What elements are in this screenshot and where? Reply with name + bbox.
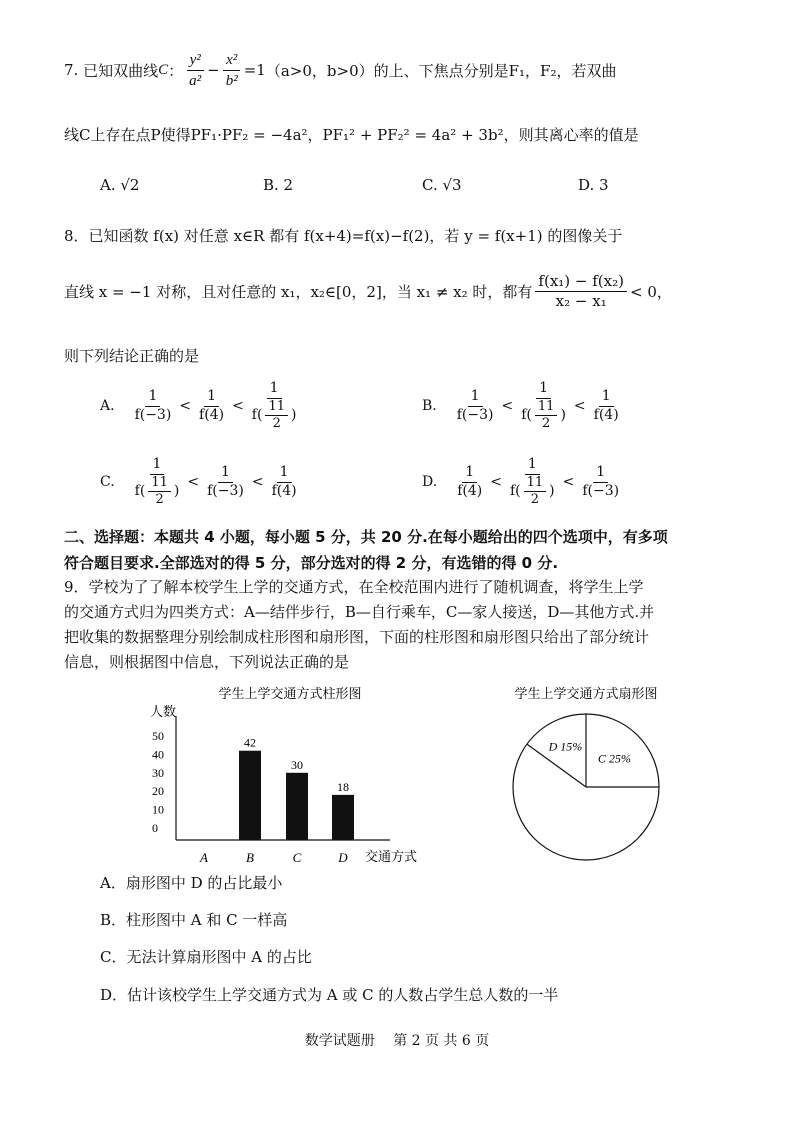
q7-eq: =1 bbox=[243, 61, 266, 80]
frac-num: 1 bbox=[277, 464, 292, 483]
frac-den: f(4) bbox=[593, 406, 619, 423]
frac-num: 1 bbox=[536, 380, 551, 399]
f-open: f( bbox=[134, 482, 146, 499]
bar-value-label-B: 42 bbox=[244, 735, 256, 750]
bar-y-tick-label: 10 bbox=[152, 802, 164, 817]
frac-num: 1 bbox=[525, 456, 540, 475]
q7-colon: ： bbox=[168, 61, 184, 80]
q7-option-c: C. √3 bbox=[422, 176, 462, 194]
q8-line1: 8．已知函数 f(x) 对任意 x∈R 都有 f(x+4)=f(x)−f(2)，若 y = f(x+1) 的图像关于 bbox=[64, 227, 623, 245]
bar-x-tick-group bbox=[199, 850, 348, 865]
q9-option-b: B．柱形图中 A 和 C 一样高 bbox=[100, 911, 288, 929]
frac-num: 11 bbox=[148, 475, 171, 492]
bar-B bbox=[239, 751, 261, 840]
frac-den: f(4) bbox=[457, 482, 483, 499]
q8-line2 bbox=[64, 272, 672, 311]
f-open: f( bbox=[521, 406, 532, 423]
frac-num: 1 bbox=[204, 388, 219, 407]
q7-number: 7. bbox=[64, 61, 79, 80]
frac-num: 1 bbox=[462, 464, 477, 483]
frac-num: 11 bbox=[535, 399, 558, 416]
bar-y-tick-label: 20 bbox=[152, 784, 164, 799]
q7-option-a: A. √2 bbox=[100, 176, 140, 194]
frac-num: 1 bbox=[218, 464, 233, 483]
frac-den: f(−3) bbox=[134, 406, 172, 423]
pie-chart bbox=[490, 680, 690, 870]
bar-chart-title: 学生上学交通方式柱形图 bbox=[218, 687, 362, 702]
frac-den: 2 bbox=[272, 415, 281, 431]
frac-den: f(−3) bbox=[456, 406, 494, 423]
q8-frac-num: f(x₁) − f(x₂) bbox=[535, 272, 627, 292]
frac-num: 1 bbox=[468, 388, 483, 407]
bar-y-tick-group bbox=[152, 729, 164, 835]
q7-fraction-x bbox=[223, 50, 241, 91]
less-than: < bbox=[179, 398, 192, 414]
bar-y-tick-label: 0 bbox=[152, 821, 158, 835]
q7-frac2-den: b² bbox=[225, 72, 238, 89]
q8-option-d bbox=[422, 456, 625, 508]
q7-curve-name: C bbox=[158, 61, 169, 78]
q8-option-c-label: C. bbox=[100, 474, 115, 490]
bar-x-tick-B: B bbox=[246, 850, 254, 865]
bar-y-tick-label: 50 bbox=[152, 729, 164, 743]
q7-intro: 已知双曲线 bbox=[83, 61, 159, 80]
q7-fraction-y bbox=[186, 50, 204, 91]
q7-line1 bbox=[64, 50, 616, 91]
q8-frac-den: x₂ − x₁ bbox=[555, 291, 607, 310]
less-than: < bbox=[562, 474, 575, 490]
frac-num: 11 bbox=[265, 399, 288, 416]
q7-frac2-num: x² bbox=[226, 52, 238, 68]
frac-den: f(4) bbox=[271, 482, 297, 499]
q9-line4: 信息，则根据图中信息，下列说法正确的是 bbox=[64, 653, 350, 671]
q9-line2: 的交通方式归为四类方式：A—结伴步行，B—自行乘车，C—家人接送，D—其他方式.并 bbox=[64, 603, 655, 621]
q8-line2-tail: < 0， bbox=[629, 282, 672, 301]
frac-den: f(4) bbox=[199, 406, 225, 423]
q8-option-b-label: B. bbox=[422, 398, 437, 414]
q8-option-a-label: A. bbox=[100, 398, 115, 414]
q8-slope-fraction bbox=[535, 272, 627, 311]
q9-option-c: C．无法计算扇形图中 A 的占比 bbox=[100, 948, 312, 966]
bar-x-tick-A: A bbox=[200, 850, 208, 865]
less-than: < bbox=[251, 474, 264, 490]
pie-label-D: D 15% bbox=[548, 739, 583, 754]
frac-den: f(−3) bbox=[207, 482, 244, 499]
q8-option-d-label: D. bbox=[422, 474, 438, 490]
q7-minus: − bbox=[207, 61, 220, 80]
q8-line2-text: 直线 x = −1 对称，且对任意的 x₁，x₂∈[0，2]，当 x₁ ≠ x₂ 时，都有 bbox=[64, 282, 533, 301]
frac-den: 2 bbox=[530, 491, 539, 507]
pie-mark-group bbox=[513, 714, 659, 860]
bar-value-label-C: 30 bbox=[291, 757, 303, 772]
f-close: ) bbox=[549, 482, 555, 499]
section2-heading-line2: 符合题目要求.全部选对的得 5 分，部分选对的得 2 分，有选错的得 0 分. bbox=[64, 554, 559, 572]
bar-chart bbox=[140, 680, 470, 870]
bar-chart-ylabel: 人数 bbox=[150, 705, 177, 720]
q9-line1: 9．学校为了了解本校学生上学的交通方式，在全校范围内进行了随机调查，将学生上学 bbox=[64, 578, 644, 596]
q7-option-d: D. 3 bbox=[578, 176, 609, 194]
less-than: < bbox=[232, 398, 244, 414]
frac-num: 1 bbox=[599, 388, 614, 407]
q9-option-d: D．估计该校学生上学交通方式为 A 或 C 的人数占学生总人数的一半 bbox=[100, 986, 559, 1004]
q7-frac1-num: y² bbox=[189, 52, 201, 68]
bar-D bbox=[332, 795, 354, 840]
q7-line2: 线C上存在点P使得PF₁·PF₂ = −4a²，PF₁² + PF₂² = 4a² + 3b²，则其离心率的值是 bbox=[64, 126, 639, 144]
frac-num: 1 bbox=[150, 456, 165, 475]
q8-option-a bbox=[100, 380, 302, 432]
f-open: f( bbox=[509, 482, 521, 499]
f-close: ) bbox=[560, 406, 566, 423]
bar-value-label-D: 18 bbox=[337, 779, 349, 794]
less-than: < bbox=[501, 398, 514, 414]
bar-chart-xlabel: 交通方式 bbox=[365, 850, 418, 865]
pie-label-C: C 25% bbox=[597, 751, 631, 766]
q7-option-b: B. 2 bbox=[263, 176, 294, 194]
f-open: f( bbox=[251, 406, 263, 423]
less-than: < bbox=[573, 398, 586, 414]
bar-C bbox=[286, 773, 308, 840]
q9-option-a: A．扇形图中 D 的占比最小 bbox=[100, 874, 283, 892]
frac-num: 1 bbox=[593, 464, 608, 483]
bar-mark-group bbox=[239, 736, 354, 840]
page-footer: 数学试题册 第 2 页 共 6 页 bbox=[304, 1033, 490, 1049]
bar-y-tick-label: 40 bbox=[152, 747, 164, 762]
less-than: < bbox=[490, 474, 502, 490]
q9-line3: 把收集的数据整理分别绘制成柱形图和扇形图，下面的柱形图和扇形图只给出了部分统计 bbox=[64, 628, 650, 646]
frac-num: 1 bbox=[145, 388, 160, 407]
pie-chart-title: 学生上学交通方式扇形图 bbox=[514, 687, 658, 702]
q7-frac1-den: a² bbox=[189, 72, 202, 89]
frac-den: 2 bbox=[155, 491, 164, 507]
section2-heading-line1: 二、选择题：本题共 4 小题，每小题 5 分，共 20 分.在每小题给出的四个选项中，有多项 bbox=[64, 528, 668, 546]
frac-den: f(−3) bbox=[582, 482, 620, 499]
q8-option-c bbox=[100, 456, 303, 508]
bar-y-tick-label: 30 bbox=[152, 765, 164, 780]
bar-x-tick-D: D bbox=[338, 850, 348, 865]
bar-x-tick-C: C bbox=[292, 850, 302, 865]
q8-option-b bbox=[422, 380, 625, 432]
less-than: < bbox=[187, 474, 200, 490]
q8-line3: 则下列结论正确的是 bbox=[64, 347, 200, 365]
frac-num: 1 bbox=[267, 380, 282, 399]
frac-num: 11 bbox=[524, 475, 547, 492]
f-close: ) bbox=[173, 482, 180, 499]
q7-condition: （a>0，b>0）的上、下焦点分别是F₁，F₂，若双曲 bbox=[265, 61, 617, 80]
frac-den: 2 bbox=[542, 415, 551, 431]
f-close: ) bbox=[291, 406, 297, 423]
